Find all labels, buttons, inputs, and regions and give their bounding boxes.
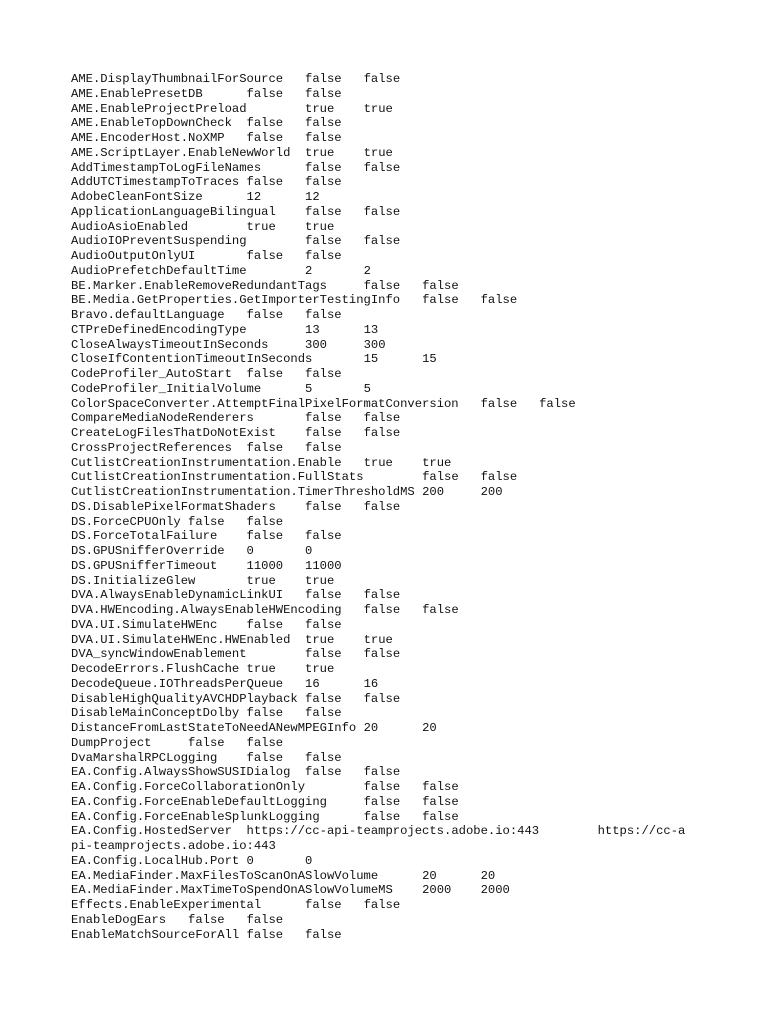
text-line: DvaMarshalRPCLogging false false	[71, 750, 342, 765]
text-line: AME.EnablePresetDB false false	[71, 86, 342, 101]
text-line: DS.InitializeGlew true true	[71, 573, 335, 588]
text-line: ColorSpaceConverter.AttemptFinalPixelFormatConversion false false	[71, 396, 576, 411]
text-line: DVA.UI.SimulateHWEnc false false	[71, 617, 342, 632]
text-line: DS.GPUSnifferTimeout 11000 11000	[71, 558, 342, 573]
text-line: DecodeErrors.FlushCache true true	[71, 662, 335, 676]
text-line: AddUTCTimestampToTraces false false	[71, 175, 342, 190]
text-line: CrossProjectReferences false false	[71, 440, 342, 455]
text-line: EA.Config.AlwaysShowSUSIDialog false false	[71, 765, 401, 780]
text-line: Bravo.defaultLanguage false false	[71, 308, 342, 322]
text-line: EnableDogEars false false	[71, 912, 284, 927]
text-line: EnableMatchSourceForAll false false	[71, 927, 342, 942]
text-line: AME.EnableTopDownCheck false false	[71, 116, 342, 131]
text-line: DVA.UI.SimulateHWEnc.HWEnabled true true	[71, 632, 393, 647]
text-line: AdobeCleanFontSize 12 12	[71, 190, 320, 204]
text-line: DS.DisablePixelFormatShaders false false	[71, 499, 401, 514]
text-line: EA.Config.LocalHub.Port 0 0	[71, 853, 313, 868]
text-line: DVA.HWEncoding.AlwaysEnableHWEncoding false false	[71, 603, 459, 617]
text-line: AudioOutputOnlyUI false false	[71, 249, 342, 263]
text-line: DistanceFromLastStateToNeedANewMPEGInfo 20 20	[71, 721, 437, 735]
text-line: DumpProject false false	[71, 735, 284, 750]
text-line: DS.GPUSnifferOverride 0 0	[71, 544, 313, 558]
text-line: EA.Config.HostedServer https://cc-api-teamprojects.adobe.io:443 https://cc-api-teamprojects.adobe.io:443	[71, 824, 686, 853]
text-line: CodeProfiler_AutoStart false false	[71, 367, 342, 381]
text-line: BE.Marker.EnableRemoveRedundantTags false false	[71, 278, 459, 293]
text-line: DisableHighQualityAVCHDPlayback false false	[71, 691, 401, 706]
text-line: DVA.AlwaysEnableDynamicLinkUI false false	[71, 588, 401, 603]
text-line: Effects.EnableExperimental false false	[71, 898, 401, 912]
text-line: ApplicationLanguageBilingual false false	[71, 204, 401, 219]
text-line: BE.Media.GetProperties.GetImporterTestingInfo false false	[71, 293, 518, 308]
text-line: CutlistCreationInstrumentation.FullStats false false	[71, 470, 518, 485]
text-line: EA.Config.ForceCollaborationOnly false false	[71, 780, 459, 794]
text-line: AME.DisplayThumbnailForSource false false	[71, 72, 401, 86]
text-line: CloseIfContentionTimeoutInSeconds 15 15	[71, 352, 437, 367]
text-line: CutlistCreationInstrumentation.TimerThresholdMS 200 200	[71, 485, 503, 499]
text-line: EA.Config.ForceEnableDefaultLogging false false	[71, 794, 459, 809]
text-line: AudioPrefetchDefaultTime 2 2	[71, 263, 371, 278]
text-line: AME.ScriptLayer.EnableNewWorld true true	[71, 145, 393, 160]
text-line: CloseAlwaysTimeoutInSeconds 300 300	[71, 337, 386, 352]
text-line: AudioIOPreventSuspending false false	[71, 234, 401, 249]
text-line: DecodeQueue.IOThreadsPerQueue 16 16	[71, 676, 379, 691]
text-line: DS.ForceCPUOnly false false	[71, 514, 284, 529]
text-line: CompareMediaNodeRenderers false false	[71, 411, 401, 426]
text-line: AudioAsioEnabled true true	[71, 219, 335, 234]
text-line: DS.ForceTotalFailure false false	[71, 529, 342, 544]
text-line: DisableMainConceptDolby false false	[71, 706, 342, 721]
text-line: EA.MediaFinder.MaxTimeToSpendOnASlowVolumeMS 2000 2000	[71, 883, 510, 898]
text-line: EA.Config.ForceEnableSplunkLogging false false	[71, 809, 459, 824]
text-line: CreateLogFilesThatDoNotExist false false	[71, 426, 401, 440]
text-line: CodeProfiler_InitialVolume 5 5	[71, 381, 371, 396]
text-line: AME.EnableProjectPreload true true	[71, 101, 393, 116]
text-line: CutlistCreationInstrumentation.Enable true true	[71, 455, 452, 470]
text-line: AME.EncoderHost.NoXMP false false	[71, 131, 342, 145]
document-body	[71, 72, 691, 942]
text-line: AddTimestampToLogFileNames false false	[71, 160, 401, 175]
text-line: DVA_syncWindowEnablement false false	[71, 647, 401, 662]
text-line: CTPreDefinedEncodingType 13 13	[71, 322, 379, 337]
text-line: EA.MediaFinder.MaxFilesToScanOnASlowVolume 20 20	[71, 868, 496, 883]
